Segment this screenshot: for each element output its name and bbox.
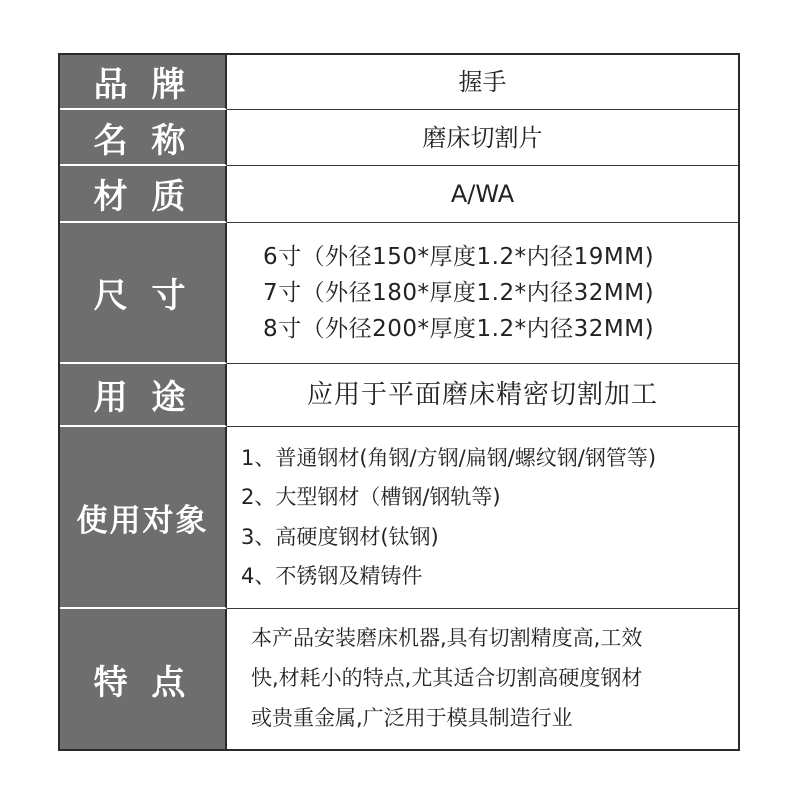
value-material (227, 166, 738, 223)
name-text: 磨床切割片 (422, 123, 543, 152)
label-targets: 使用对象 (60, 427, 227, 609)
feature-line-2: 快,材耗小的特点,尤其适合切割高硬度钢材 (251, 665, 643, 690)
target-item-1: 1、普通钢材(角钢/方钢/扁钢/螺纹钢/钢管等) (241, 446, 657, 471)
label-features: 特 点 (60, 609, 227, 749)
label-brand: 品 牌 (60, 55, 227, 110)
target-item-3: 3、高硬度钢材(钛钢) (241, 524, 439, 549)
value-features (227, 609, 738, 749)
size-line-6: 6寸（外径150*厚度1.2*内径19MM) (263, 243, 655, 270)
value-size (227, 223, 738, 364)
spec-table (58, 53, 740, 751)
label-size: 尺 寸 (60, 223, 227, 364)
target-item-2: 2、大型钢材（槽钢/钢轨等) (241, 485, 501, 510)
feature-line-3: 或贵重金属,广泛用于模具制造行业 (251, 705, 573, 730)
value-targets (227, 427, 738, 609)
value-usage (227, 364, 738, 427)
value-brand (227, 55, 738, 110)
label-material: 材 质 (60, 166, 227, 223)
usage-text: 应用于平面磨床精密切割加工 (306, 379, 658, 410)
target-item-4: 4、不锈钢及精铸件 (241, 563, 423, 588)
size-line-7: 7寸（外径180*厚度1.2*内径32MM) (263, 279, 655, 306)
feature-line-1: 本产品安装磨床机器,具有切割精度高,工效 (251, 626, 643, 650)
material-text: A/WA (450, 180, 515, 208)
label-usage: 用 途 (60, 364, 227, 427)
label-name: 名 称 (60, 110, 227, 166)
size-line-8: 8寸（外径200*厚度1.2*内径32MM) (263, 316, 655, 343)
brand-text: 握手 (458, 68, 507, 96)
value-name (227, 110, 738, 166)
